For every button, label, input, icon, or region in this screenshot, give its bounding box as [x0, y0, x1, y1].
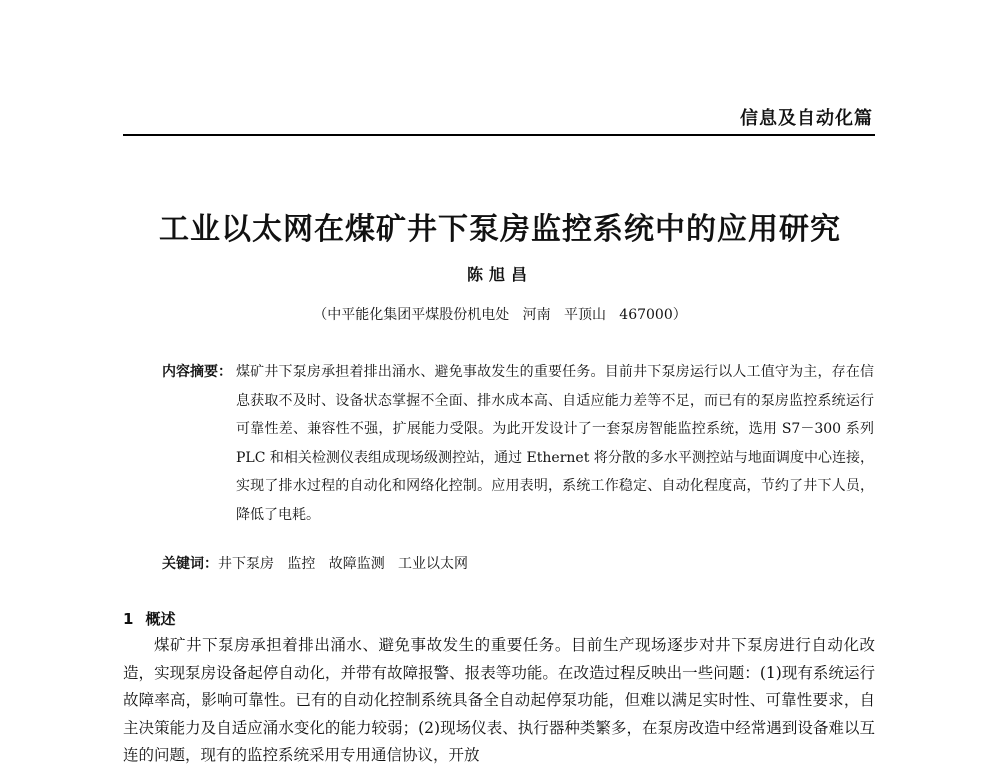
section-title: 概述 — [145, 610, 176, 628]
section-number: 1 — [123, 610, 134, 628]
header-rule — [123, 134, 875, 136]
abstract-text: 煤矿井下泵房承担着排出涌水、避免事故发生的重要任务。目前井下泵房运行以人工值守为主，存在信息获取不及时、设备状态掌握不全面、排水成本高、自适应能力差等不足，而已有的泵房监控系统运行可靠性差、兼容性不强，扩展能力受限。为此开发设计了一套泵房智能监控系统，选用 S7－300 系列 PLC 和相关检测仪表组成现场级测控站，通过 Ethernet 将分散的多水平测控站与地面调度中心连接，实现了排水过程的自动化和网络化控制。应用表明，系统工作稳定、自动化程度高，节约了井下人员，降低了电耗。 — [236, 364, 874, 523]
keywords-text: 井下泵房 监控 故障监测 工业以太网 — [218, 556, 469, 572]
section-body-text: 煤矿井下泵房承担着排出涌水、避免事故发生的重要任务。目前生产现场逐步对井下泵房进行自动化改造，实现泵房设备起停自动化，并带有故障报警、报表等功能。在改造过程反映出一些问题：(1)现有系统运行故障率高，影响可靠性。已有的自动化控制系统具备全自动起停泵功能，但难以满足实时性、可靠性要求，自主决策能力及自适应涌水变化的能力较弱；(2)现场仪表、执行器种类繁多，在泵房改造中经常遇到设备难以互连的问题，现有的监控系统采用专用通信协议，开放 — [123, 636, 875, 764]
keywords-label: 关键词： — [162, 556, 218, 572]
abstract-block — [162, 358, 874, 530]
keywords-block — [162, 553, 874, 573]
author-affiliation: （中平能化集团平煤股份机电处 河南 平顶山 467000） — [313, 307, 687, 323]
author-name: 陈旭昌 — [466, 265, 533, 284]
journal-section-label: 信息及自动化篇 — [740, 108, 873, 129]
abstract-label: 内容摘要： — [162, 364, 232, 380]
paper-title: 工业以太网在煤矿井下泵房监控系统中的应用研究 — [159, 212, 841, 247]
section-heading — [123, 608, 175, 629]
